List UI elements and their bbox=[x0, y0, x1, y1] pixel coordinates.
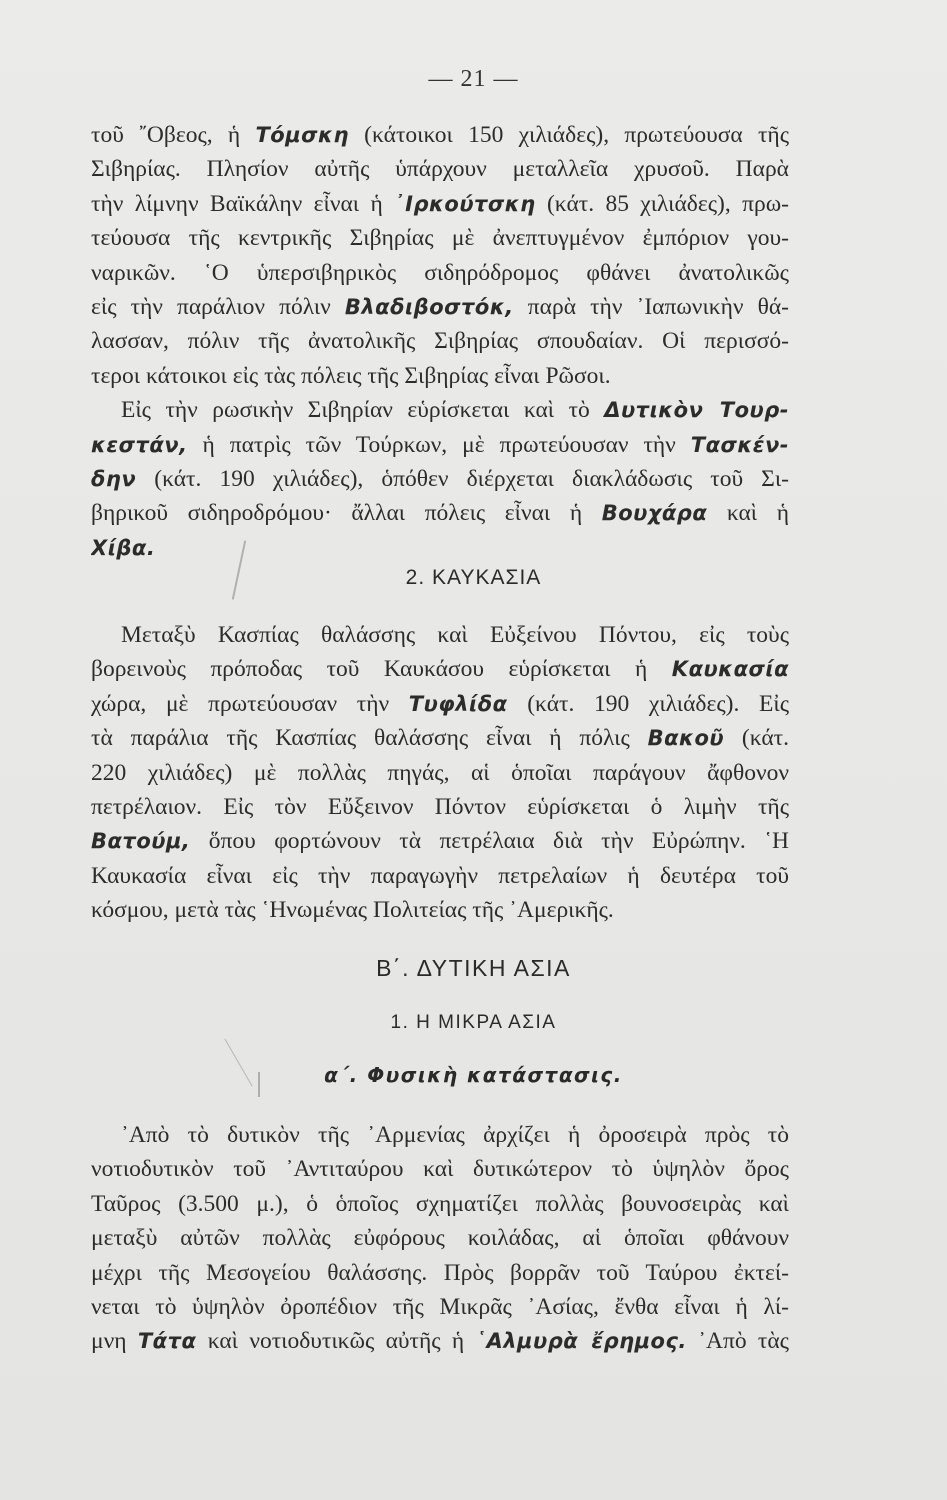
text-line bbox=[91, 824, 789, 858]
text-run: βορεινοὺς πρόποδας τοῦ Καυκάσου εὑρίσκεται ἡ bbox=[91, 656, 672, 683]
paragraph-mikra-asia bbox=[91, 1118, 789, 1359]
place-name: Τυφλίδα bbox=[408, 691, 508, 716]
subsection-heading-fysiki: α΄. Φυσικὴ κατάστασις. bbox=[324, 1063, 623, 1087]
text-run: μεταξὺ αὐτῶν πολλὰς εὐφόρους κοιλάδας, αἱ ὁποῖαι φθάνουν bbox=[91, 1225, 789, 1252]
text-run: ναρικῶν. ῾Ο ὑπερσιβηρικὸς σιδηρόδρομος φθάνει ἀνατολικῶς bbox=[91, 259, 789, 286]
text-run: (κάτ. bbox=[724, 725, 789, 752]
text-run: ὅπου φορτώνουν τὰ πετρέλαια διὰ τὴν Εὐρώπην. ῾Η bbox=[190, 828, 789, 855]
place-name: Καυκασία bbox=[671, 657, 789, 682]
place-name: Τόμσκη bbox=[255, 123, 349, 147]
text-run: (κάτοικοι 150 χιλιάδες), πρωτεύουσα τῆς bbox=[348, 122, 789, 148]
text-line bbox=[91, 1221, 789, 1255]
text-run: τεύουσα τῆς κεντρικῆς Σιβηρίας μὲ ἀνεπτυγμένον ἐμπόριον γου- bbox=[91, 225, 789, 252]
text-run: τοῦ ῎Οβεος, ἡ bbox=[91, 122, 256, 148]
text-run: ἡ πατρὶς τῶν Τούρκων, μὲ πρωτεύουσαν τὴν bbox=[187, 431, 691, 458]
text-line bbox=[91, 859, 789, 893]
text-run: Μεταξὺ Κασπίας θαλάσσης καὶ Εὐξείνου Πόντου, εἰς τοὺς bbox=[121, 622, 789, 648]
text-line bbox=[91, 428, 789, 462]
text-line bbox=[91, 496, 789, 530]
page-number: — 21 — bbox=[428, 66, 519, 92]
place-name: Χίβα. bbox=[91, 535, 156, 560]
text-line bbox=[91, 1187, 789, 1221]
text-run: Ταῦρος (3.500 μ.), ὁ ὁποῖος σχηματίζει πολλὰς βουνοσειρὰς καὶ bbox=[91, 1190, 789, 1217]
text-run: κόσμου, μετὰ τὰς ῾Ηνωμένας Πολιτείας τῆς ᾿Αμερικῆς. bbox=[91, 897, 614, 924]
text-line bbox=[91, 756, 789, 790]
text-line bbox=[91, 256, 789, 290]
section-heading-kaukasia: 2. ΚΑΥΚΑΣΙΑ bbox=[405, 566, 542, 589]
text-run: τὰ παράλια τῆς Κασπίας θαλάσσης εἶναι ἡ πόλις bbox=[91, 725, 648, 752]
place-name: Βατούμ, bbox=[91, 829, 191, 854]
paragraph-siberia bbox=[91, 118, 789, 565]
text-run: καὶ ἡ bbox=[707, 500, 789, 527]
place-name: Βακοῦ bbox=[647, 726, 725, 751]
text-run: νοτιοδυτικὸν τοῦ ᾿Αντιταύρου καὶ δυτικώτερον τὸ ὑψηλὸν ὄρος bbox=[91, 1156, 789, 1183]
text-line bbox=[91, 1324, 789, 1358]
text-line bbox=[91, 1290, 789, 1324]
text-run: λασσαν, πόλιν τῆς ἀνατολικῆς Σιβηρίας σπουδαίαν. Οἱ περισσό- bbox=[91, 328, 789, 355]
text-run: (κάτ. 190 χιλιάδες). Εἰς bbox=[507, 690, 789, 717]
text-line bbox=[91, 393, 789, 427]
text-run: Σιβηρίας. Πλησίον αὐτῆς ὑπάρχουν μεταλλεῖα χρυσοῦ. Παρὰ bbox=[91, 156, 789, 183]
text-line bbox=[91, 1118, 789, 1152]
text-line bbox=[91, 187, 789, 221]
chapter-heading-dytiki-asia: Β΄. ΔΥΤΙΚΗ ΑΣΙΑ bbox=[376, 955, 571, 981]
text-line bbox=[91, 618, 789, 652]
place-name: κεστάν, bbox=[91, 432, 188, 457]
text-line bbox=[91, 324, 789, 358]
paragraph-kaukasia bbox=[91, 618, 789, 928]
text-run: καὶ νοτιοδυτικῶς αὐτῆς ἡ bbox=[196, 1328, 476, 1355]
text-run: μέχρι τῆς Μεσογείου θαλάσσης. Πρὸς βορρᾶν τοῦ Ταύρου ἐκτεί- bbox=[91, 1259, 789, 1286]
text-run: Καυκασία εἶναι εἰς τὴν παραγωγὴν πετρελαίων ἡ δευτέρα τοῦ bbox=[91, 862, 789, 889]
place-name: Βουχάρα bbox=[601, 501, 708, 526]
place-name: Τασκέν- bbox=[690, 432, 789, 457]
text-line bbox=[91, 290, 789, 324]
place-name: Δυτικὸν Τουρ- bbox=[604, 398, 789, 423]
text-run: ᾿Απὸ τὸ δυτικὸν τῆς ᾿Αρμενίας ἀρχίζει ἡ ὀροσειρὰ πρὸς τὸ bbox=[121, 1122, 789, 1148]
text-line bbox=[91, 359, 789, 393]
text-run: χώρα, μὲ πρωτεύουσαν τὴν bbox=[91, 690, 409, 717]
text-run: Εἰς τὴν ρωσικὴν Σιβηρίαν εὑρίσκεται καὶ τὸ bbox=[121, 397, 605, 424]
text-line bbox=[91, 652, 789, 686]
section-heading-mikra-asia: 1. Η ΜΙΚΡΑ ΑΣΙΑ bbox=[390, 1012, 557, 1033]
text-run: μνη bbox=[91, 1328, 138, 1355]
text-line bbox=[91, 790, 789, 824]
text-run: 220 χιλιάδες) μὲ πολλὰς πηγάς, αἱ ὁποῖαι παράγουν ἄφθονον bbox=[91, 759, 789, 786]
text-run: ᾿Απὸ τὰς bbox=[686, 1328, 789, 1355]
text-run: πετρέλαιον. Εἰς τὸν Εὔξεινον Πόντον εὑρίσκεται ὁ λιμὴν τῆς bbox=[91, 794, 789, 821]
text-line bbox=[91, 152, 789, 186]
place-name: ῾Αλμυρὰ ἔρημος. bbox=[475, 1329, 687, 1354]
text-run: τὴν λίμνην Βαϊκάλην εἶναι ἡ bbox=[91, 190, 395, 217]
text-run: βηρικοῦ σιδηροδρόμου· ἄλλαι πόλεις εἶναι ἡ bbox=[91, 500, 602, 527]
scan-mark bbox=[258, 1072, 260, 1097]
text-run: εἰς τὴν παράλιον πόλιν bbox=[91, 294, 345, 321]
place-name: δην bbox=[91, 467, 137, 492]
text-line bbox=[91, 687, 789, 721]
text-run: παρὰ τὴν ᾿Ιαπωνικὴν θά- bbox=[513, 294, 789, 321]
text-run: (κάτ. 85 χιλιάδες), πρω- bbox=[535, 190, 789, 217]
text-line bbox=[91, 721, 789, 755]
text-line bbox=[91, 531, 789, 565]
text-run: τεροι κάτοικοι εἰς τὰς πόλεις τῆς Σιβηρίας εἶναι Ρῶσοι. bbox=[91, 362, 611, 389]
text-line bbox=[91, 221, 789, 255]
text-line bbox=[91, 118, 789, 152]
text-line bbox=[91, 893, 789, 927]
text-line bbox=[91, 462, 789, 496]
text-run: νεται τὸ ὑψηλὸν ὀροπέδιον τῆς Μικρᾶς ᾿Ασίας, ἔνθα εἶναι ἡ λί- bbox=[91, 1294, 789, 1321]
text-line bbox=[91, 1152, 789, 1186]
place-name: ᾿Ιρκούτσκη bbox=[394, 191, 536, 216]
text-line bbox=[91, 1256, 789, 1290]
place-name: Βλαδιβοστόκ, bbox=[344, 295, 514, 320]
text-run: (κάτ. 190 χιλιάδες), ὁπόθεν διέρχεται διακλάδωσις τοῦ Σι- bbox=[136, 466, 789, 493]
place-name: Τάτα bbox=[137, 1329, 197, 1354]
